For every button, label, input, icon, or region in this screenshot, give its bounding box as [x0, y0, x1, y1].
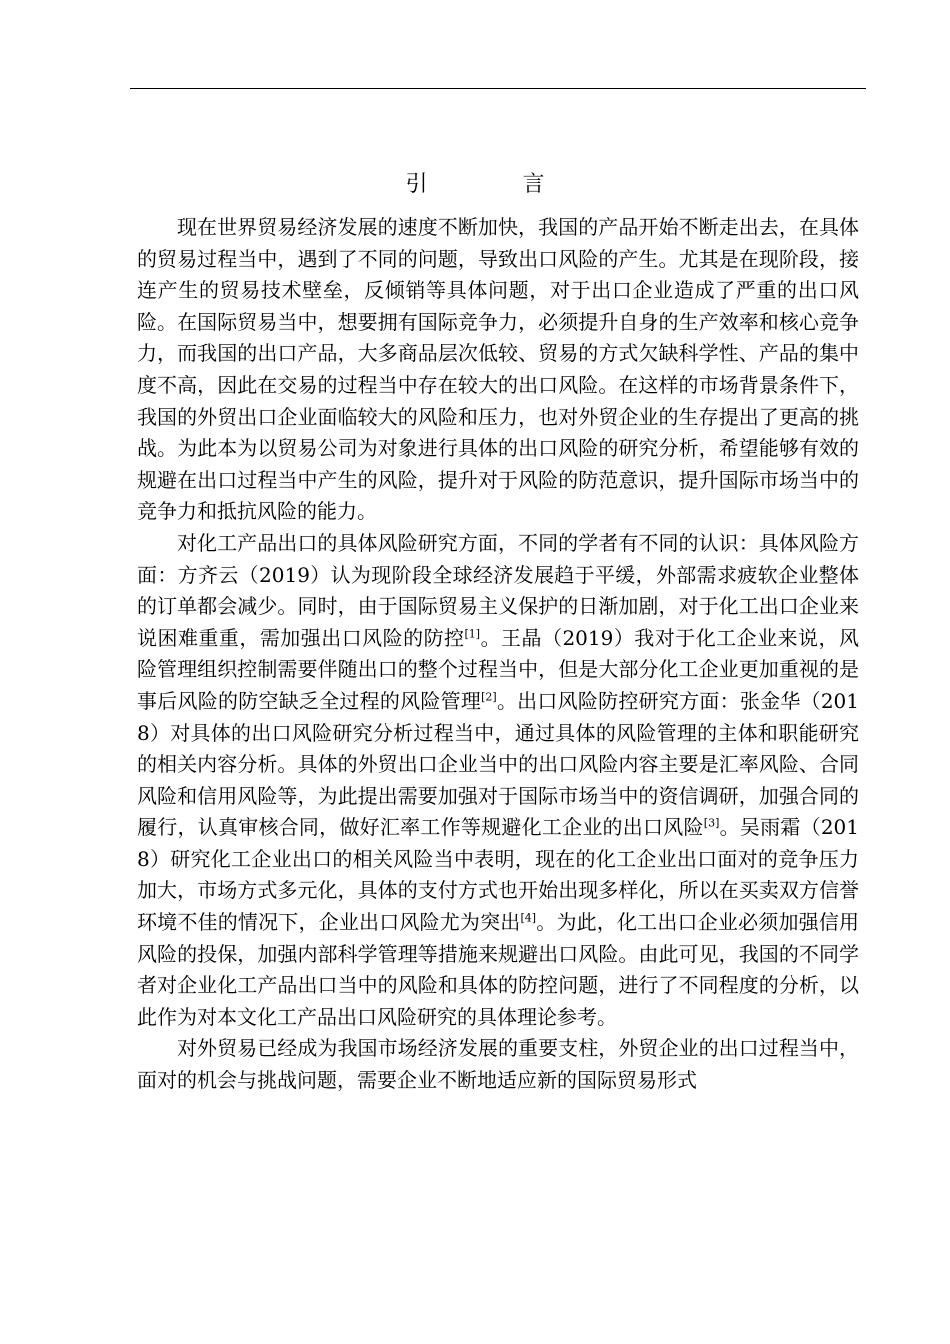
paragraph-1	[137, 212, 859, 528]
paragraph-2	[137, 528, 859, 1034]
citation-2: [2]	[481, 690, 497, 704]
citation-3: [3]	[703, 816, 720, 830]
paragraph-text: 对化工产品出口的具体风险研究方面，不同的学者有不同的认识：具体风险方面：方齐云（2019）认为现阶段全球经济发展趋于平缓，外部需求疲软企业整体的订单都会减少。同时，由于国际贸易主义保护的日渐加剧，对于化工出口企业来说困难重重，需加强出口风险的防控	[137, 530, 859, 650]
paragraph-3	[137, 1033, 859, 1096]
citation-1: [1]	[464, 627, 481, 641]
header-rule	[130, 88, 866, 89]
section-title: 引 言	[405, 172, 589, 197]
paragraph-text: 对外贸易已经成为我国市场经济发展的重要支柱，外贸企业的出口过程当中，面对的机会与挑战问题，需要企业不断地适应新的国际贸易形式	[137, 1036, 859, 1093]
document-body	[137, 212, 859, 1097]
paragraph-text: 。为此，化工出口企业必须加强信用风险的投保，加强内部科学管理等措施来规避出口风险。由此可见，我国的不同学者对企业化工产品出口当中的风险和具体的防控问题，进行了不同程度的分析，以此作为对本文化工产品出口风险研究的具体理论参考。	[137, 910, 860, 1029]
paragraph-text: 。王晶（2019）我对于化工企业来说，风险管理组织控制需要伴随出口的整个过程当中，但是大部分化工企业更加重视的是事后风险的防空缺乏全过程的风险管理	[137, 625, 859, 713]
paragraph-text: 现在世界贸易经济发展的速度不断加快，我国的产品开始不断走出去，在具体的贸易过程当中，遇到了不同的问题，导致出口风险的产生。尤其是在现阶段，接连产生的贸易技术壁垒，反倾销等具体问题，对于出口企业造成了严重的出口风险。在国际贸易当中，想要拥有国际竞争力，必须提升自身的生产效率和核心竞争力，而我国的出口产品，大多商品层次低较、贸易的方式欠缺科学性、产品的集中度不高，因此在交易的过程当中存在较大的出口风险。在这样的市场背景条件下，我国的外贸出口企业面临较大的风险和压力，也对外贸企业的生存提出了更高的挑战。为此本为以贸易公司为对象进行具体的出口风险的研究分析，希望能够有效的规避在出口过程当中产生的风险，提升对于风险的防范意识，提升国际市场当中的竞争力和抵抗风险的能力。	[137, 215, 859, 524]
paragraph-text: 。出口风险防控研究方面：张金华（2018）对具体的出口风险研究分析过程当中，通过具体的风险管理的主体和职能研究的相关内容分析。具体的外贸出口企业当中的出口风险内容主要是汇率风险、合同风险和信用风险等，为此提出需要加强对于国际市场当中的资信调研，加强合同的履行，认真审核合同，做好汇率工作等规避化工企业的出口风险	[137, 688, 859, 840]
citation-4: [4]	[520, 911, 537, 925]
paragraph-text: 。吴雨霜（2018）研究化工企业出口的相关风险当中表明，现在的化工企业出口面对的竞争压力加大，市场方式多元化，具体的支付方式也开始出现多样化，所以在买卖双方信誉环境不佳的情况下，企业出口风险尤为突出	[137, 815, 859, 935]
